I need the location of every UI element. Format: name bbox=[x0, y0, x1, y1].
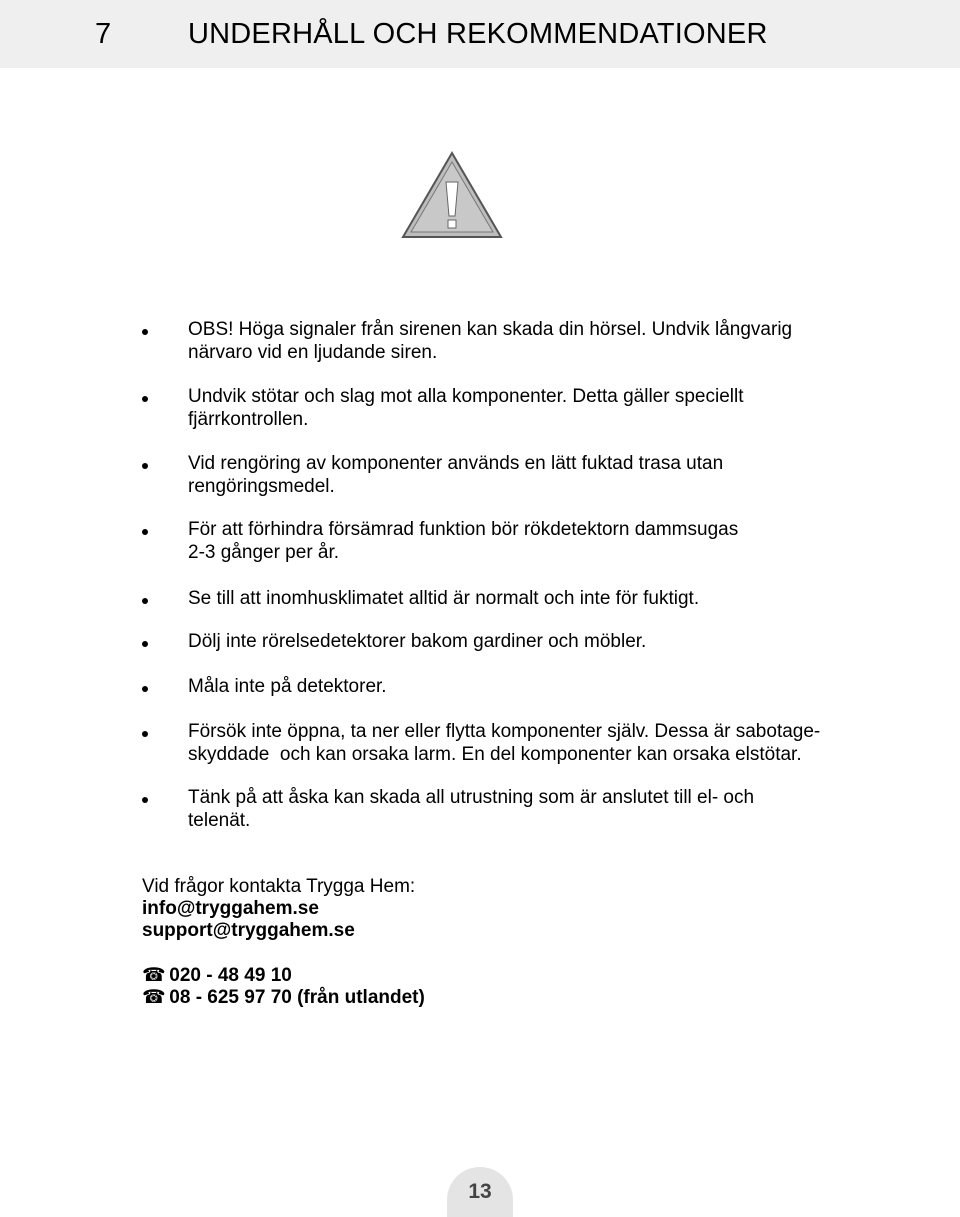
chapter-title: UNDERHÅLL OCH REKOMMENDATIONER bbox=[188, 18, 768, 50]
email-support-link[interactable]: support@tryggahem.se bbox=[142, 920, 355, 941]
phone-row bbox=[142, 987, 425, 1009]
list-item: OBS! Höga signaler från sirenen kan skada din hörsel. Undvik långvarig närvaro vid en ljudande siren. bbox=[188, 318, 868, 364]
list-item: Undvik stötar och slag mot alla komponenter. Detta gäller speciellt fjärrkontrollen. bbox=[188, 385, 868, 431]
list-item: Vid rengöring av komponenter används en lätt fuktad trasa utan rengöringsmedel. bbox=[188, 452, 868, 498]
page-number: 13 bbox=[468, 1180, 492, 1203]
contact-info bbox=[142, 876, 415, 942]
phone-number: 020 - 48 49 10 bbox=[169, 965, 292, 986]
list-item: Tänk på att åska kan skada all utrustning som är anslutet till el- och telenät. bbox=[188, 786, 868, 832]
list-item: Se till att inomhusklimatet alltid är normalt och inte för fuktigt. bbox=[188, 587, 868, 610]
phone-list bbox=[142, 965, 425, 1009]
telephone-icon: ☎ bbox=[142, 965, 166, 986]
telephone-icon: ☎ bbox=[142, 987, 166, 1008]
contact-intro: Vid frågor kontakta Trygga Hem: bbox=[142, 876, 416, 897]
list-item: Försök inte öppna, ta ner eller flytta komponenter själv. Dessa är sabotage- skyddade och kan orsaka larm. En del komponenter kan orsaka elstötar. bbox=[188, 720, 868, 766]
chapter-number: 7 bbox=[95, 18, 112, 50]
phone-row bbox=[142, 965, 425, 987]
email-info-link[interactable]: info@tryggahem.se bbox=[142, 898, 319, 919]
list-item: Måla inte på detektorer. bbox=[188, 675, 868, 698]
chapter-header bbox=[0, 0, 960, 68]
phone-number: 08 - 625 97 70 (från utlandet) bbox=[169, 987, 425, 1008]
list-item: För att förhindra försämrad funktion bör rökdetektorn dammsugas 2-3 gånger per år. bbox=[188, 518, 868, 564]
list-item: Dölj inte rörelsedetektorer bakom gardiner och möbler. bbox=[188, 630, 868, 653]
warning-triangle-icon bbox=[400, 150, 504, 240]
